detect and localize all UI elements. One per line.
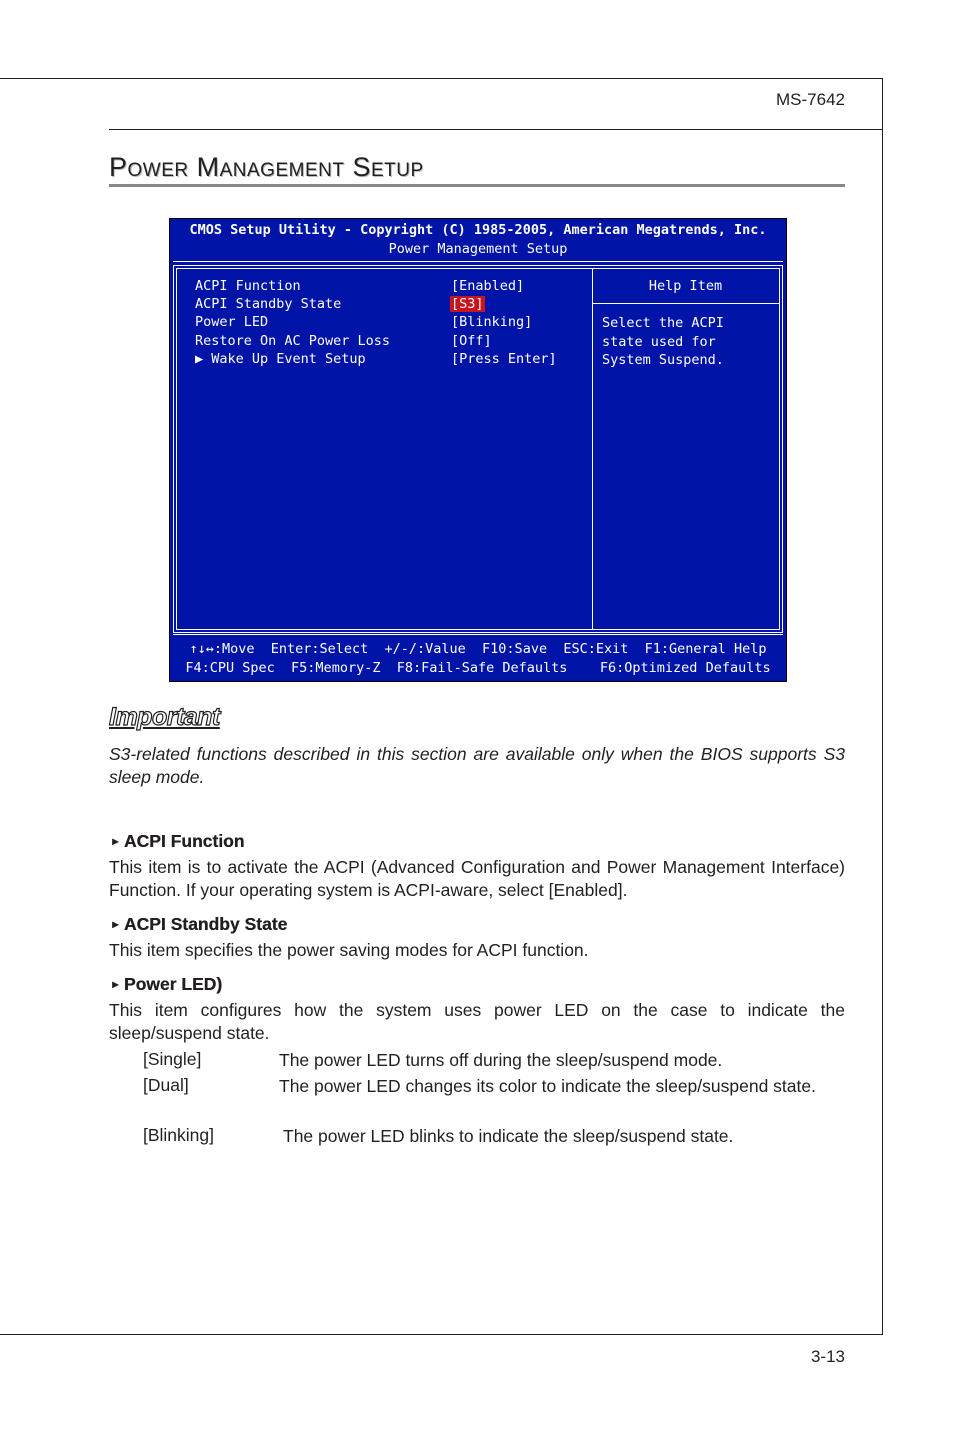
power-led-option-key: [Dual] (143, 1075, 189, 1095)
bios-item-value: [Blinking] (451, 314, 533, 330)
right-rule (882, 78, 883, 1335)
important-heading: Important (109, 703, 220, 731)
power-led-option-key: [Single] (143, 1049, 202, 1069)
bios-item-label: ACPI Function (195, 278, 301, 294)
power-led-option-key: [Blinking] (143, 1125, 215, 1145)
triangle-bullet-icon: ► (110, 979, 121, 991)
power-led-option-desc: The power LED turns off during the sleep/suspend mode. (279, 1050, 723, 1070)
power-led-title: Power LED) (123, 974, 223, 994)
bios-help-rule (592, 303, 779, 304)
bios-item-value: [Press Enter] (451, 351, 557, 367)
bios-item-label: ▶ Wake Up Event Setup (195, 351, 366, 367)
power-led-option-desc: The power LED blinks to indicate the sleep/suspend state. (283, 1126, 734, 1146)
bios-inner-frame (176, 268, 780, 630)
triangle-bullet-icon: ► (110, 836, 121, 848)
bios-item-restore-ac-power-loss[interactable] (195, 333, 590, 351)
bottom-rule (0, 1334, 883, 1335)
bios-item-power-led[interactable] (195, 314, 590, 332)
bios-item-acpi-function[interactable] (195, 278, 590, 296)
acpi-function-heading (110, 831, 244, 852)
bios-item-wake-up-event-setup[interactable] (195, 351, 590, 369)
section-title: Power Management Setup (109, 152, 424, 182)
acpi-function-description: This item is to activate the ACPI (Advanced Configuration and Power Management Interface) Function. If your operating system is ACPI-aware, select [Enabled]. (109, 857, 845, 900)
help-line: Select the ACPI (602, 315, 724, 331)
model-number: MS-7642 (776, 90, 845, 109)
acpi-function-title: ACPI Function (123, 831, 245, 851)
bios-main-panel (173, 265, 783, 633)
bios-subtitle: Power Management Setup (388, 241, 568, 257)
bios-help-text (602, 314, 724, 370)
bios-item-label: Restore On AC Power Loss (195, 333, 391, 349)
bios-footer-keys-1: ↑↓↔:Move Enter:Select +/-/:Value F10:Save ESC:Exit F1:General Help (189, 641, 767, 657)
bios-help-divider (592, 269, 593, 629)
top-rule (0, 78, 883, 79)
bios-item-label: ACPI Standby State (195, 296, 342, 312)
bios-footer-separator (173, 634, 783, 635)
page-number: 3-13 (810, 1347, 845, 1366)
bios-item-label: Power LED (195, 314, 269, 330)
section-title-rule (109, 184, 845, 187)
power-led-heading (110, 974, 222, 995)
bios-title-separator (173, 261, 783, 262)
important-note: S3-related functions described in this section are available only when the BIOS supports S3 sleep mode. (109, 744, 845, 787)
triangle-bullet-icon: ► (110, 919, 121, 931)
header-rule (109, 129, 883, 130)
bios-item-value-selected: [S3] (451, 296, 484, 312)
bios-screen (169, 218, 787, 682)
power-led-option-desc: The power LED changes its color to indicate the sleep/suspend state. (279, 1076, 816, 1096)
bios-help-title: Help Item (648, 278, 723, 294)
bios-item-value: [Off] (451, 333, 492, 349)
bios-title: CMOS Setup Utility - Copyright (C) 1985-2005, American Megatrends, Inc. (189, 222, 767, 238)
acpi-standby-title: ACPI Standby State (123, 914, 288, 934)
bios-footer-keys-2: F4:CPU Spec F5:Memory-Z F8:Fail-Safe Defaults F6:Optimized Defaults (185, 660, 771, 676)
help-line: System Suspend. (602, 352, 724, 368)
help-line: state used for (602, 333, 716, 350)
power-led-description: This item configures how the system uses power LED on the case to indicate the sleep/suspend state. (109, 1000, 845, 1043)
bios-item-value: [Enabled] (451, 278, 525, 294)
acpi-standby-description: This item specifies the power saving modes for ACPI function. (109, 940, 589, 960)
acpi-standby-heading (110, 914, 287, 935)
bios-item-acpi-standby-state[interactable] (195, 296, 590, 314)
